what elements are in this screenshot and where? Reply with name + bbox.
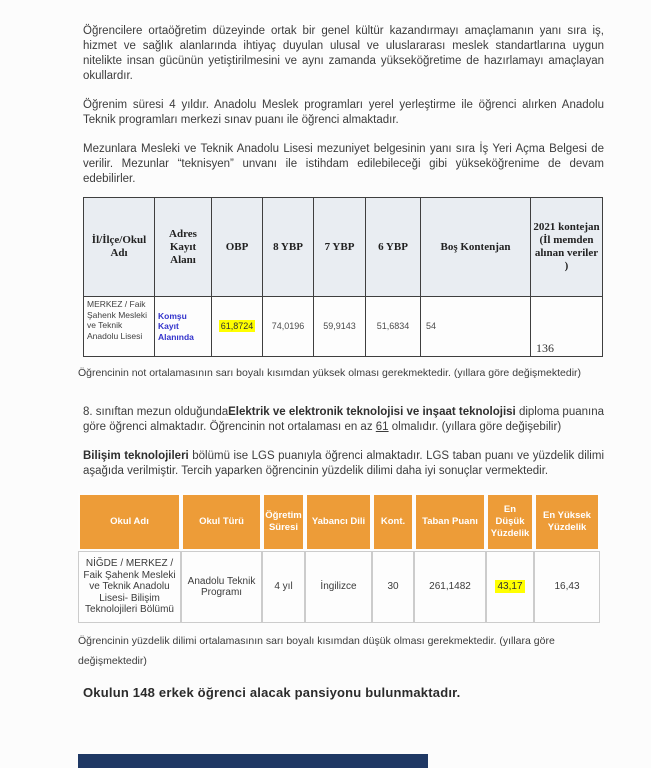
col-taban-puani: Taban Puanı [414, 493, 486, 551]
p4-min-grade: 61 [375, 421, 389, 433]
note-obp-threshold: Öğrencinin not ortalamasının sarı boyalı kısımdan yüksek olması gerekmektedir. (yıllara göre değişmektedir) [78, 367, 582, 379]
col-okul-turu: Okul Türü [181, 493, 262, 551]
p5-bold-bilisim: Bilişim teknolojileri [83, 450, 189, 462]
cell-adres-kayit: Komşu Kayıt Alanında [155, 297, 212, 357]
yuzdelik-highlight: 43,17 [497, 581, 523, 593]
cell-6ybp: 51,6834 [366, 297, 421, 357]
paragraph-pansiyon: Okulun 148 erkek öğrenci alacak pansiyonu bulunmaktadır. [83, 685, 461, 700]
cell-kont: 30 [372, 551, 414, 623]
cell-okul-adi: NİĞDE / MERKEZ / Faik Şahenk Mesleki ve Teknik Anadolu Lisesi- Bilişim Teknolojileri Bölümü [78, 551, 181, 623]
col-en-yuksek-yuzdelik: En Yüksek Yüzdelik [534, 493, 600, 551]
p5-rest: bölümü ise LGS puanıyla öğrenci almaktadır. LGS taban puanı ve yüzdelik dilimi aşağıda verilmiştir. Tercih yaparken öğrencinin yüzdelik dilimi daha iyi sonuçlar vermektedir. [83, 450, 604, 477]
p4-bold-departments: Elektrik ve elektronik teknolojisi ve inşaat teknolojisi [228, 406, 516, 418]
cell-7ybp: 59,9143 [314, 297, 366, 357]
p4-post: olmalıdır. (yıllara göre değişebilir) [388, 421, 562, 433]
cell-taban-puani: 261,1482 [414, 551, 486, 623]
note-yuzdelik-threshold: Öğrencinin yüzdelik dilimi ortalamasının sarı boyalı kısımdan düşük olması gerekmektedir. (yıllara göre değişmektedir) [78, 635, 555, 667]
col-bos-kontenjan: Boş Kontenjan [421, 198, 531, 297]
lgs-data-row [78, 551, 600, 623]
cell-en-dusuk-yuzdelik [486, 551, 534, 623]
paragraph-diploma: Mezunlara Mesleki ve Teknik Anadolu Lisesi mezuniyet belgesinin yanı sıra İş Yeri Açma Belgesi de verilir. Mezunlar “teknisyen” unvanı ile istihdam edilebileceği gibi yükseköğrenime de devam edebilirler. [83, 143, 604, 185]
col-okul-adi: Okul Adı [78, 493, 181, 551]
col-2021-kontenjan: 2021 kontejan (İl memden alınan veriler ) [531, 198, 603, 297]
p4-mid: diploma puanına göre öğrenci almaktadır. Öğrencinin not ortalaması en az [83, 406, 604, 433]
cell-school-name: MERKEZ / Faik Şahenk Mesleki ve Teknik Anadolu Lisesi [84, 297, 155, 357]
document-content [78, 24, 608, 700]
col-kont: Kont. [372, 493, 414, 551]
paragraph-departments [83, 405, 604, 435]
col-adres-kayit: Adres Kayıt Alanı [155, 198, 212, 297]
next-section-bar [78, 754, 428, 768]
col-8ybp: 8 YBP [263, 198, 314, 297]
paragraph-intro: Öğrencilere ortaöğretim düzeyinde ortak bir genel kültür kazandırmayı amaçlamanın yanı sıra iş, hizmet ve sağlık alanlarında ihtiyaç duyulan ulusal ve uluslararası meslek standartlarına uygun nitelikte insan gücünün yetiştirilmesini ve aynı zamanda yükseköğretime de hazırlamayı amaçlayan okullardır. [83, 25, 604, 82]
col-7ybp: 7 YBP [314, 198, 366, 297]
col-en-dusuk-yuzdelik: En Düşük Yüzdelik [486, 493, 534, 551]
col-6ybp: 6 YBP [366, 198, 421, 297]
placement-data-row [84, 297, 603, 357]
col-il-ilce-okul: İl/İlçe/Okul Adı [84, 198, 155, 297]
cell-bos-kontenjan: 54 [421, 297, 531, 357]
placement-header-row [84, 198, 603, 297]
cell-2021-kontenjan: 136 [531, 297, 603, 357]
cell-yabanci-dili: İngilizce [305, 551, 372, 623]
cell-okul-turu: Anadolu Teknik Programı [181, 551, 262, 623]
cell-ogretim-suresi: 4 yıl [262, 551, 305, 623]
placement-scores-table [83, 197, 603, 357]
p4-pre: 8. sınıftan mezun olduğunda [83, 406, 229, 418]
paragraph-duration: Öğrenim süresi 4 yıldır. Anadolu Meslek programları yerel yerleştirme ile öğrenci alırken Anadolu Teknik programları merkezi sınav puanı ile öğrenci almaktadır. [83, 99, 604, 126]
cell-en-yuksek-yuzdelik: 16,43 [534, 551, 600, 623]
col-obp: OBP [212, 198, 263, 297]
cell-8ybp: 74,0196 [263, 297, 314, 357]
paragraph-bilisim [83, 449, 604, 479]
lgs-header-row [78, 493, 600, 551]
col-ogretim-suresi: Öğretim Süresi [262, 493, 305, 551]
cell-obp [212, 297, 263, 357]
col-yabanci-dili: Yabancı Dili [305, 493, 372, 551]
lgs-info-table [78, 493, 600, 623]
obp-highlight: 61,8724 [220, 321, 254, 332]
